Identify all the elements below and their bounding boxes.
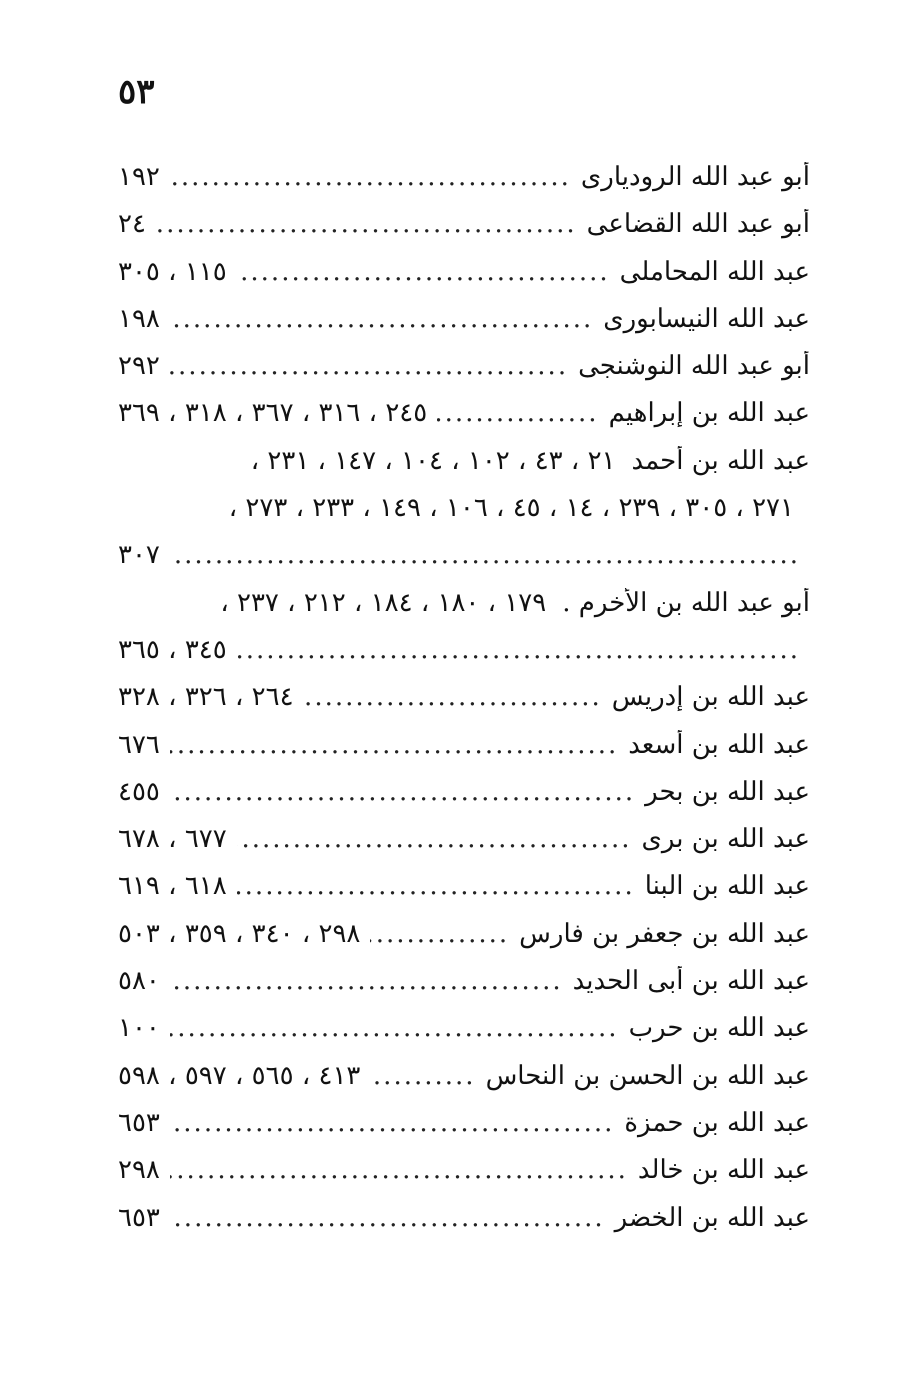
entry-name: عبد الله بن الحسن بن النحاس bbox=[485, 1060, 810, 1091]
entry-name: عبد الله بن حمزة bbox=[624, 1107, 810, 1138]
entry-page-numbers: ٢١ ، ٤٣ ، ١٠٢ ، ١٠٤ ، ١٤٧ ، ٢٣١ ، bbox=[250, 445, 616, 476]
entry-page-numbers: ١٩٢ bbox=[118, 162, 160, 192]
index-entry bbox=[118, 1155, 810, 1202]
index-entry bbox=[118, 162, 810, 209]
entry-page-numbers: ٦٧٧ ، ٦٧٨ bbox=[118, 824, 227, 855]
index-entry bbox=[118, 209, 810, 256]
entry-page-numbers: ٦٥٣ bbox=[118, 1107, 160, 1138]
dot-leader bbox=[170, 351, 568, 381]
entry-page-numbers: ١٠٠ bbox=[118, 1013, 160, 1044]
dot-leader bbox=[237, 635, 800, 665]
entry-name: عبد الله بن البنا bbox=[644, 871, 810, 902]
entry-page-numbers: ٤٥٥ bbox=[118, 776, 160, 807]
index-entry bbox=[118, 966, 810, 1013]
entry-name: أبو عبد الله النوشنجى bbox=[578, 351, 810, 382]
dot-leader bbox=[170, 777, 635, 807]
dot-leader bbox=[170, 730, 618, 760]
entry-name: عبد الله بن أبى الحديد bbox=[572, 966, 810, 997]
dot-leader bbox=[170, 966, 563, 996]
index-entry bbox=[118, 919, 810, 966]
index-entry bbox=[118, 351, 810, 398]
dot-leader bbox=[370, 1061, 475, 1091]
dot-leader bbox=[170, 540, 800, 570]
entry-page-numbers: ١٧٩ ، ١٨٠ ، ١٨٤ ، ٢١٢ ، ٢٣٧ ، bbox=[220, 587, 547, 618]
index-entry bbox=[118, 1108, 810, 1155]
entry-name: أبو عبد الله الروديارى bbox=[580, 162, 810, 192]
entry-page-numbers: ١١٥ ، ٣٠٥ bbox=[118, 256, 227, 287]
entry-name: عبد الله المحاملى bbox=[619, 256, 810, 287]
dot-leader bbox=[156, 209, 577, 239]
entry-name: عبد الله بن أحمد bbox=[631, 445, 810, 476]
index-entry bbox=[118, 493, 810, 540]
entry-name: عبد الله بن برى bbox=[641, 824, 810, 855]
entry-page-numbers: ٦٧٦ bbox=[118, 729, 160, 760]
entry-name: عبد الله بن خالد bbox=[637, 1155, 810, 1186]
dot-leader bbox=[237, 824, 632, 854]
entry-page-numbers: ٤١٣ ، ٥٦٥ ، ٥٩٧ ، ٥٩٨ bbox=[118, 1060, 361, 1091]
entry-page-numbers: ٣٤٥ ، ٣٦٥ bbox=[118, 634, 227, 665]
dot-leader bbox=[170, 304, 593, 334]
entry-page-numbers: ٢٤٥ ، ٣١٦ ، ٣٦٧ ، ٣١٨ ، ٣٦٩ bbox=[118, 398, 428, 429]
index-entry bbox=[118, 257, 810, 304]
entry-name: عبد الله بن أسعد bbox=[628, 729, 810, 760]
dot-leader bbox=[170, 1155, 628, 1185]
index-entry bbox=[118, 1013, 810, 1060]
entry-name: عبد الله بن إدريس bbox=[611, 682, 810, 713]
index-entry bbox=[118, 540, 810, 587]
entry-page-numbers: ٢٩٨ ، ٣٤٠ ، ٣٥٩ ، ٥٠٣ bbox=[118, 918, 361, 949]
dot-leader bbox=[237, 257, 610, 287]
entry-page-numbers: ٦١٨ ، ٦١٩ bbox=[118, 871, 227, 902]
dot-leader bbox=[170, 1203, 605, 1233]
index-entry bbox=[118, 304, 810, 351]
entry-page-numbers: ٢٦٤ ، ٣٢٦ ، ٣٢٨ bbox=[118, 682, 294, 713]
index-entry bbox=[118, 588, 810, 635]
entry-name: عبد الله بن جعفر بن فارس bbox=[519, 918, 810, 949]
entry-page-numbers: ٥٨٠ bbox=[118, 966, 160, 997]
index-entry bbox=[118, 398, 810, 445]
dot-leader bbox=[237, 871, 635, 901]
entry-page-numbers: ١٩٨ bbox=[118, 303, 160, 334]
index-entry bbox=[118, 777, 810, 824]
entry-name: عبد الله بن إبراهيم bbox=[608, 398, 810, 429]
entry-page-numbers: ٢٩٢ bbox=[118, 351, 160, 382]
page-number: ٥٣ bbox=[118, 72, 155, 112]
entry-page-numbers: ٢٩٨ bbox=[118, 1155, 160, 1186]
name-index-list bbox=[118, 162, 810, 1250]
dot-leader bbox=[170, 1108, 615, 1138]
index-entry bbox=[118, 871, 810, 918]
index-entry bbox=[118, 682, 810, 729]
dot-leader bbox=[437, 398, 598, 428]
entry-page-numbers: ٣٠٧ bbox=[118, 540, 160, 571]
entry-page-numbers: ٢٤ bbox=[118, 209, 146, 240]
dot-leader bbox=[170, 1013, 619, 1043]
index-entry bbox=[118, 1203, 810, 1250]
dot-leader bbox=[304, 682, 602, 712]
dot-leader bbox=[370, 919, 509, 949]
index-entry bbox=[118, 446, 810, 493]
entry-name: أبو عبد الله القضاعى bbox=[586, 209, 810, 240]
index-entry bbox=[118, 730, 810, 777]
index-entry bbox=[118, 1061, 810, 1108]
entry-name: عبد الله بن حرب bbox=[628, 1013, 810, 1044]
dot-leader bbox=[170, 162, 571, 192]
entry-name: أبو عبد الله بن الأخرم . bbox=[562, 587, 810, 618]
entry-name: عبد الله بن الخضر bbox=[614, 1202, 810, 1233]
entry-name: عبد الله النيسابورى bbox=[603, 303, 810, 334]
index-entry bbox=[118, 824, 810, 871]
index-entry bbox=[118, 635, 810, 682]
entry-name: عبد الله بن بحر bbox=[645, 776, 810, 807]
entry-page-numbers: ٢٧١ ، ٣٠٥ ، ٢٣٩ ، ١٤ ، ٤٥ ، ١٠٦ ، ١٤٩ ، ٢٣٣ ، ٢٧٣ ، bbox=[228, 493, 794, 524]
entry-page-numbers: ٦٥٣ bbox=[118, 1202, 160, 1233]
